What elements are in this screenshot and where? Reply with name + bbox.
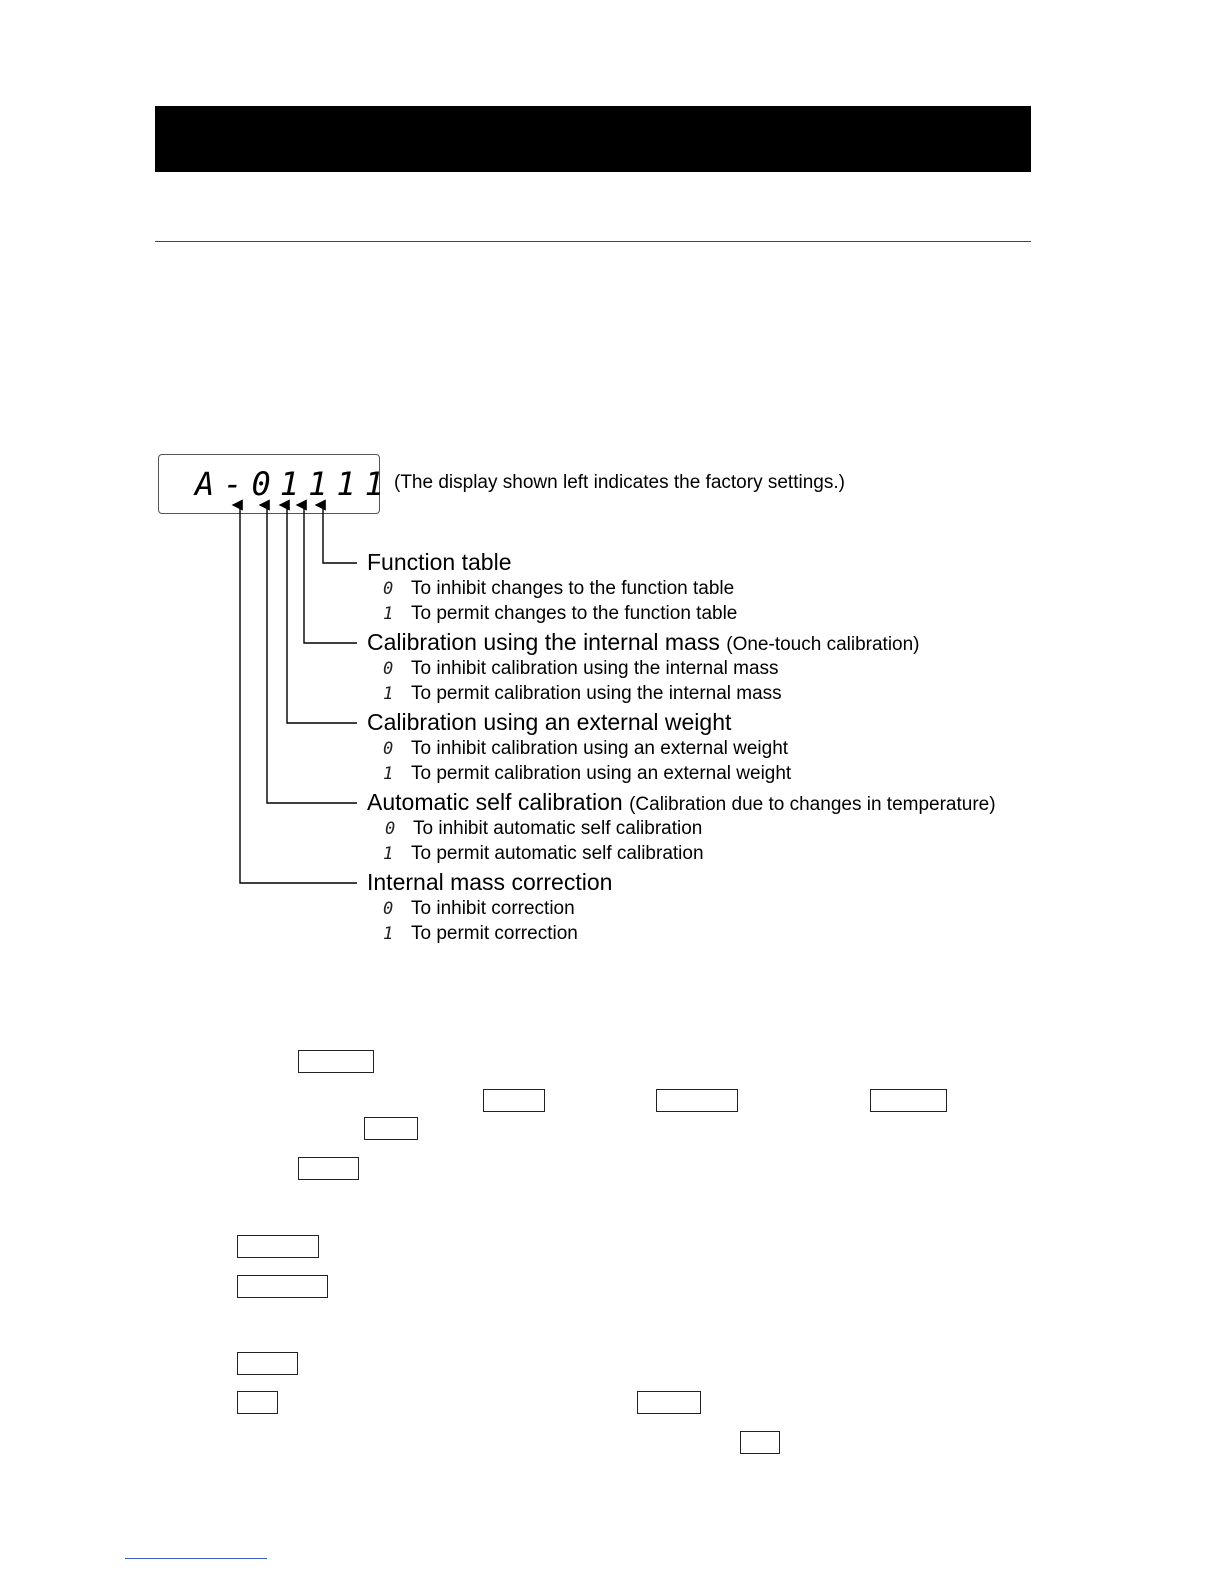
option-digit: 1 xyxy=(383,764,394,784)
setting-heading-function-table xyxy=(367,548,511,576)
setting-heading-auto-self-calibration xyxy=(367,788,996,819)
key-box xyxy=(637,1391,701,1414)
key-box xyxy=(870,1089,947,1112)
setting-title: Calibration using an external weight xyxy=(367,709,732,735)
factory-settings-note: (The display shown left indicates the factory settings.) xyxy=(394,472,845,493)
option-digit: 0 xyxy=(383,579,394,599)
setting-title: Automatic self calibration xyxy=(367,789,623,815)
connector-function-table xyxy=(323,505,357,563)
setting-title: Calibration using the internal mass xyxy=(367,629,720,655)
setting-subtitle: (One-touch calibration) xyxy=(726,634,920,655)
option-text: To inhibit changes to the function table xyxy=(411,578,735,599)
connector-external-weight xyxy=(287,505,357,723)
option-text: To permit correction xyxy=(411,923,578,944)
key-box xyxy=(237,1235,319,1258)
setting-option xyxy=(383,922,578,946)
option-text: To inhibit calibration using the internal mass xyxy=(411,658,779,679)
key-box xyxy=(298,1157,359,1180)
key-box xyxy=(298,1050,374,1073)
setting-option xyxy=(383,842,704,866)
option-digit: 1 xyxy=(383,844,394,864)
key-box xyxy=(237,1275,328,1298)
option-text: To inhibit automatic self calibration xyxy=(413,818,703,839)
setting-option xyxy=(383,897,575,921)
key-box xyxy=(364,1117,418,1140)
option-digit: 0 xyxy=(383,659,394,679)
setting-option xyxy=(385,817,703,841)
setting-option xyxy=(383,762,792,786)
key-box xyxy=(237,1391,278,1414)
option-text: To permit calibration using an external weight xyxy=(411,763,792,784)
key-box xyxy=(237,1352,298,1375)
setting-option xyxy=(383,682,782,706)
option-text: To permit calibration using the internal mass xyxy=(411,683,782,704)
setting-heading-mass-correction xyxy=(367,868,612,896)
connector-internal-mass xyxy=(304,505,357,643)
option-digit: 0 xyxy=(383,739,394,759)
option-text: To permit automatic self calibration xyxy=(411,843,704,864)
key-box xyxy=(656,1089,738,1112)
setting-option xyxy=(383,657,779,681)
lcd-readout: A-01111 xyxy=(195,465,393,503)
setting-subtitle: (Calibration due to changes in temperature) xyxy=(629,794,996,815)
setting-title: Function table xyxy=(367,549,512,575)
setting-option xyxy=(383,602,738,626)
setting-option xyxy=(383,737,789,761)
option-digit: 1 xyxy=(383,924,394,944)
option-digit: 1 xyxy=(383,684,394,704)
setting-title: Internal mass correction xyxy=(367,869,613,895)
option-text: To inhibit correction xyxy=(411,898,575,919)
connector-mass-correction xyxy=(240,505,357,883)
key-box xyxy=(740,1431,780,1454)
setting-option xyxy=(383,577,735,601)
option-text: To permit changes to the function table xyxy=(411,603,738,624)
option-digit: 0 xyxy=(385,819,396,839)
key-box xyxy=(483,1089,545,1112)
footer-link-underline xyxy=(125,1558,267,1559)
connector-auto-self-cal xyxy=(267,505,357,803)
setting-heading-external-weight xyxy=(367,708,731,736)
option-digit: 0 xyxy=(383,899,394,919)
option-text: To inhibit calibration using an external weight xyxy=(411,738,789,759)
option-digit: 1 xyxy=(383,604,394,624)
setting-heading-internal-mass xyxy=(367,628,920,659)
